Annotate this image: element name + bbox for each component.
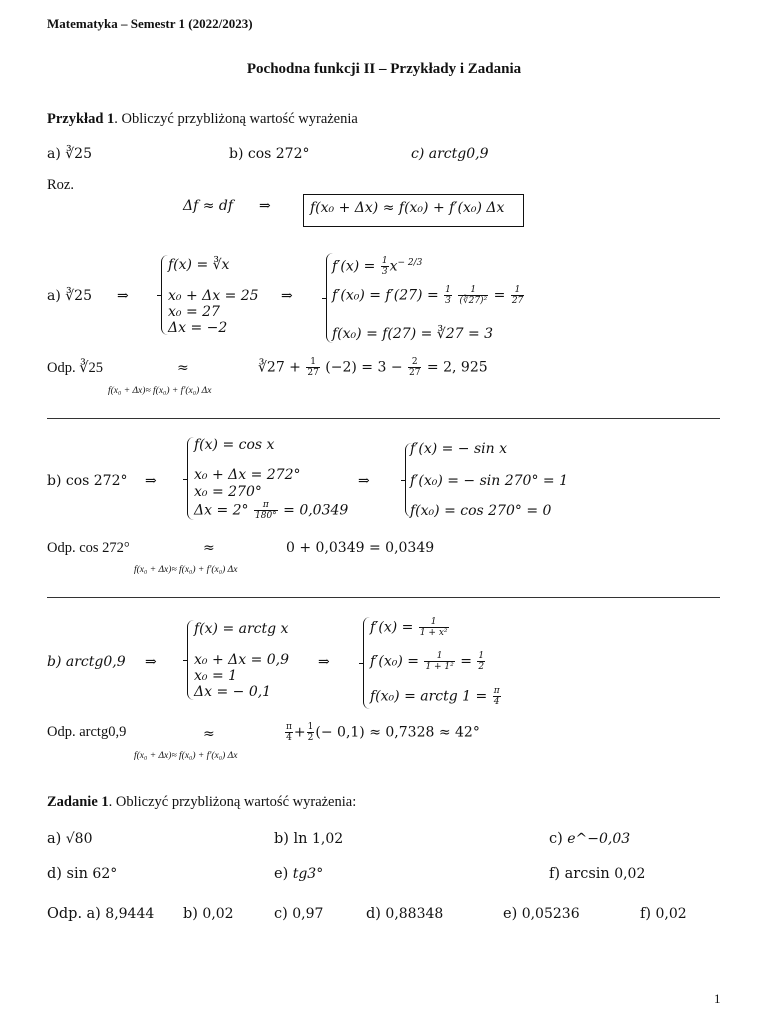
answer-value: ∛27 + $\frac{1}{27}$ (−2) = 3 − $\frac{2}{27}$ = 2, 925 — [258, 357, 488, 378]
answer-label: Odp. cos 272° — [47, 540, 130, 556]
solution-label: Roz. — [47, 177, 74, 193]
system-line: f(x) = ∛x — [168, 257, 230, 273]
task-item-e: e) tg3° — [274, 866, 324, 882]
function-value-line: f(x₀) = f(27) = ∛27 = 3 — [332, 326, 494, 342]
system-line: Δx = −2 — [168, 320, 228, 336]
task-item-a: a) √80 — [47, 831, 93, 847]
key-formula: f(x₀ + Δx) ≈ f(x₀) + f′(x₀) Δx — [310, 200, 505, 216]
system-line: Δx = − 0,1 — [194, 684, 272, 700]
answer-value: 0 + 0,0349 = 0,0349 — [286, 540, 435, 556]
task-item-d: d) sin 62° — [47, 866, 118, 882]
implies-arrow: ⇒ — [145, 473, 157, 489]
system-line: f(x) = cos x — [194, 437, 275, 453]
system-line: x₀ = 27 — [168, 304, 220, 320]
task-item-f: f) arcsin 0,02 — [549, 866, 646, 882]
system-line: x₀ + Δx = 0,9 — [194, 652, 290, 668]
task-item-b: b) ln 1,02 — [274, 831, 344, 847]
answer-value: $\frac{\pi}{4}$ + $\frac{1}{2}$ (− 0,1) ≈ 0,7328 ≈ 42° — [286, 722, 480, 743]
task-text: . Obliczyć przybliżoną wartość wyrażenia: — [108, 794, 357, 810]
derivative-value-line: f′(x₀) = $\frac{1}{\text{1 + 1²}}$ = $\frac{1}{2}$ — [370, 651, 485, 672]
derivative-value-line: f′(x₀) = f′(27) = $\frac{1}{3}$ $\frac{1}{\text{(∛27)²}}$ = $\frac{1}{27}$ — [332, 285, 524, 306]
example-item-c: c) arctg0,9 — [411, 146, 489, 162]
implies-arrow: ⇒ — [145, 654, 157, 670]
system-line: x₀ + Δx = 25 — [168, 288, 259, 304]
formula-df: Δf ≈ df — [183, 198, 234, 214]
answer-label: Odp. ∛25 — [47, 360, 103, 376]
derivative-line: f′(x) = $\frac{1}{3}$ $x^{- 2/3}$ — [332, 256, 423, 277]
implies-arrow: ⇒ — [259, 198, 271, 214]
part-b-label: b) cos 272° — [47, 473, 128, 489]
example-text: . Obliczyć przybliżoną wartość wyrażenia — [114, 111, 358, 127]
implies-arrow: ⇒ — [318, 654, 330, 670]
answer-e: e) 0,05236 — [503, 906, 580, 922]
example-item-a: a) ∛25 — [47, 146, 92, 162]
task-heading — [47, 794, 356, 811]
example-label: Przykład 1 — [47, 111, 115, 127]
derivative-line: f′(x) = − sin x — [410, 441, 508, 457]
implies-arrow: ⇒ — [358, 473, 370, 489]
answer-label: Odp. arctg0,9 — [47, 724, 127, 740]
section-divider — [47, 597, 720, 598]
approx-sign: ≈ — [203, 726, 215, 742]
answer-d: d) 0,88348 — [366, 906, 444, 922]
task-label: Zadanie 1 — [47, 794, 109, 810]
function-value-line: f(x₀) = arctg 1 = $\frac{\pi}{4}$ — [370, 686, 500, 707]
system-brace — [161, 255, 168, 335]
derivative-line: f′(x) = $\frac{1}{\text{1 + x²}}$ — [370, 617, 448, 638]
part-c-label: b) arctg0,9 — [47, 654, 126, 670]
answer-c: c) 0,97 — [274, 906, 324, 922]
answer-a: Odp. a) 8,9444 — [47, 906, 155, 922]
section-divider — [47, 418, 720, 419]
system-brace — [187, 620, 194, 700]
system-line: x₀ + Δx = 272° — [194, 467, 301, 483]
system-brace — [187, 437, 194, 520]
formula-note: f(x₀ + Δx)≈ f(x₀) + f′(x₀) Δx — [134, 565, 238, 575]
document-header: Matematyka – Semestr 1 (2022/2023) — [47, 16, 253, 31]
implies-arrow: ⇒ — [117, 288, 129, 304]
system-brace — [363, 617, 370, 709]
example-item-b: b) cos 272° — [229, 146, 310, 162]
page-title: Pochodna funkcji II – Przykłady i Zadania — [246, 61, 522, 77]
formula-note: f(x₀ + Δx)≈ f(x₀) + f′(x₀) Δx — [134, 751, 238, 761]
system-line: f(x) = arctg x — [194, 621, 289, 637]
answer-f: f) 0,02 — [640, 906, 687, 922]
example-heading — [47, 111, 358, 128]
formula-note: f(x₀ + Δx)≈ f(x₀) + f′(x₀) Δx — [108, 386, 212, 396]
function-value-line: f(x₀) = cos 270° = 0 — [410, 503, 552, 519]
approx-sign: ≈ — [203, 540, 215, 556]
approx-sign: ≈ — [177, 360, 189, 376]
system-line: Δx = 2° $\frac{\pi}{180^\circ}$ = 0,0349 — [194, 500, 349, 521]
task-item-c: c) e^−0,03 — [549, 831, 631, 847]
implies-arrow: ⇒ — [281, 288, 293, 304]
system-line: x₀ = 270° — [194, 484, 262, 500]
answer-b: b) 0,02 — [183, 906, 234, 922]
derivative-value-line: f′(x₀) = − sin 270° = 1 — [410, 473, 568, 489]
system-line: x₀ = 1 — [194, 668, 238, 684]
page-number: 1 — [714, 991, 721, 1006]
part-a-label: a) ∛25 — [47, 288, 92, 304]
